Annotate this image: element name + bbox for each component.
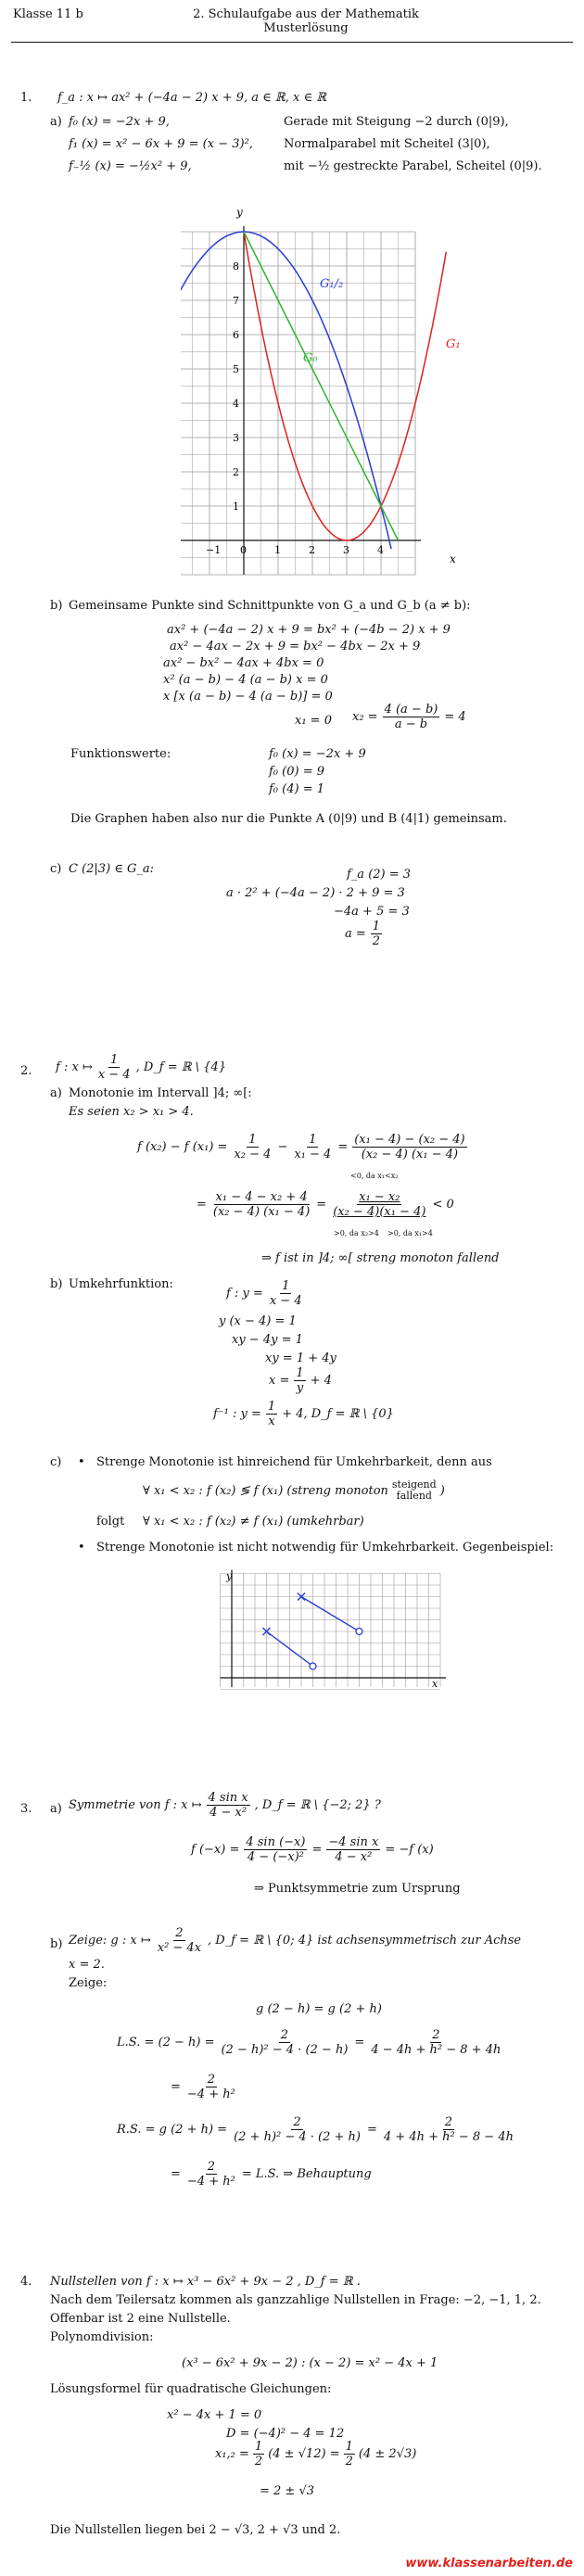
b-x-rhs: + 4 [310,1374,332,1388]
task4-q2: D = (−4)² − 4 = 12 [226,2427,345,2441]
ls-f1-den: (2 − h)² − 4 · (2 − h) [221,2043,349,2057]
task4-q4: = 2 ± √3 [260,2484,315,2498]
task2-b-line-3: xy = 1 + 4y [265,1351,336,1365]
task1-a-formula-2: f₁ (x) = x² − 6x + 9 = (x − 3)², [69,137,253,151]
t3a-eq-equals: = [311,1843,323,1857]
b-x-lhs: x = [269,1374,290,1388]
task2-definition [56,1053,226,1082]
rs2-equals: = [171,2167,181,2181]
bullet-1: • [78,1455,85,1469]
eq2-den-b: (x₁ − 4) [379,1205,426,1219]
task1-fw-2: f₀ (0) = 9 [269,765,324,779]
task2-part-a-label: a) [50,1086,62,1100]
task3-b-intro [69,1926,521,1955]
q3-end: (4 ± 2√3) [358,2447,417,2461]
y-tick-label: 7 [233,295,239,307]
ls-f2-num: 2 [432,2028,440,2042]
task1-function-graph [181,199,470,579]
t3a-eq-frac-1 [244,1835,307,1864]
graph2-axes [221,1570,447,1688]
task1-b-line-3: ax² − bx² − 4ax + 4bx = 0 [163,656,324,670]
rs2-frac [185,2160,237,2189]
x-tick-label: 0 [240,544,247,556]
task1-c-line-1: f_a (2) = 3 [347,868,412,882]
task3-b-rs-2 [171,2160,372,2189]
b-x-num: 1 [296,1366,304,1380]
task1-b-conclusion: Die Graphen haben also nur die Punkte A (0|9) und B (4|1) gemeinsam. [70,812,507,826]
c-a-numerator: 1 [372,920,381,933]
rs-f1-num: 2 [293,2115,301,2129]
task2-a-title: Monotonie im Intervall ]4; ∞[: [69,1086,252,1100]
task3-b-rs [117,2115,515,2144]
task1-c-line-3: −4a + 5 = 3 [334,905,410,919]
task1-part-b-label: b) [50,599,63,613]
eq2-f2-num: x₁ − x₂ [359,1190,400,1204]
ls-f2-den: 4 − 4h + h² − 8 + 4h [371,2043,501,2057]
task4-line-3: Offenbar ist 2 eine Nullstelle. [50,2312,231,2326]
eq1-frac-3 [352,1133,466,1161]
ls2-num: 2 [207,2073,215,2087]
task3-part-b-label: b) [50,1937,63,1951]
segment-1-open-end [310,1663,316,1669]
eq2-equals: = [197,1198,207,1212]
rs-equals: = [367,2123,377,2137]
c-line1-stack [392,1479,437,1502]
task2-number: 2. [20,1064,32,1078]
rs-f1-den: (2 + h)² − 4 · (2 + h) [234,2130,362,2144]
task1-b-x1: x₁ = 0 [295,714,332,728]
t3b-intro-text: Zeige: g : x ↦ [69,1934,151,1948]
x-tick-label: 3 [343,544,349,556]
t3a-eq-rhs: = −f (x) [385,1843,434,1857]
eq1-f3-num: (x₁ − 4) − (x₂ − 4) [354,1133,465,1147]
header-divider [11,42,573,43]
t3a-def-num: 4 sin x [208,1791,248,1805]
task2-c-line-1 [143,1479,445,1502]
task3-a-equation [191,1835,434,1864]
task1-c-line-2: a · 2² + (−4a − 2) · 2 + 9 = 3 [226,886,405,900]
x-tick-label: −1 [206,544,222,556]
b-inv-den: x [268,1415,275,1428]
graph2-y-label: y [226,1570,233,1582]
rs-f2-den: 4 + 4h + h² − 8 − 4h [383,2130,514,2144]
eq1-frac-1 [232,1133,273,1161]
task4-q1: x² − 4x + 1 = 0 [167,2408,262,2422]
task1-fw-1: f₀ (x) = −2x + 9 [269,747,366,761]
task2-b-x [269,1366,332,1395]
graph-tick-labels [206,260,384,556]
document-title [176,7,436,35]
task1-b-line-2: ax² − 4ax − 2x + 9 = bx² − 4bx − 2x + 9 [170,640,421,654]
y-tick-label: 4 [233,398,239,410]
graph-grid [181,232,415,575]
ls-f1-num: 2 [280,2028,289,2042]
task2-c-bullet-1: Strenge Monotonie ist hinreichend für Umkehrbarkeit, denn aus [96,1455,492,1469]
task1-a-desc-3: mit −½ gestreckte Parabel, Scheitel (0|9). [284,159,542,173]
task4-division: (x³ − 6x² + 9x − 2) : (x − 2) = x² − 4x + 1 [182,2356,438,2370]
eq1-f1-num: 1 [248,1133,257,1147]
t3a-def-den: 4 − x² [209,1806,248,1820]
task1-a-formula-1: f₀ (x) = −2x + 9, [69,115,170,129]
q3-mid: (4 ± √12) = [268,2447,340,2461]
task1-b-x2 [352,703,466,731]
task2-note-left: >0, da x₂>4 [334,1229,379,1237]
task1-b-line-1: ax² + (−4a − 2) x + 9 = bx² + (−4b − 2) x + 9 [167,623,451,637]
q3-f1-num: 1 [254,2440,263,2454]
x-tick-label: 2 [309,544,315,556]
t3a-eq-lhs: f (−x) = [191,1843,240,1857]
rs-frac-2 [382,2115,515,2144]
b-inv-fraction [266,1400,277,1428]
class-label: Klasse 11 b [13,7,83,21]
rs2-rhs: = L.S. ⇒ Behauptung [241,2167,372,2181]
t3b-def-num: 2 [175,1926,184,1940]
task4-q3 [215,2440,416,2468]
t3a-def-fraction [207,1791,250,1820]
q3-frac-1 [253,2440,264,2468]
task1-a-desc-1: Gerade mit Steigung −2 durch (0|9), [284,115,509,129]
task2-c-line-2: ∀ x₁ < x₂ : f (x₂) ≠ f (x₁) (umkehrbar) [143,1515,364,1529]
task1-c-intro: C (2|3) ∈ G_a: [69,862,155,876]
graph2-x-label: x [432,1678,438,1690]
rs2-num: 2 [207,2160,215,2174]
x-tick-label: 1 [274,544,281,556]
task1-a-formula-3: f₋½ (x) = −½x² + 9, [69,159,192,173]
t3b-def-domain: , D_f = ℝ \ {0; 4} ist achsensymmetrisch zur Achse [208,1934,522,1948]
task2-def-den: x − 4 [97,1068,131,1082]
task2-b-line-1: y (x − 4) = 1 [219,1314,297,1328]
rs-frac-1 [232,2115,362,2144]
q3-f2-den: 2 [345,2455,353,2468]
task2-counterexample-graph [211,1568,449,1693]
task1-part-a-label: a) [50,115,62,129]
t3a-intro-text: Symmetrie von f : x ↦ [69,1798,202,1812]
eq2-f2-den [331,1205,427,1219]
task2-a-assume: Es seien x₂ > x₁ > 4. [69,1105,194,1119]
task1-definition: f_a : x ↦ ax² + (−4a − 2) x + 9, a ∈ ℝ, x ∈ ℝ [57,91,327,105]
b-inv-lhs: f⁻¹ : y = [213,1407,261,1421]
task3-b-ls-2 [171,2073,237,2101]
task2-part-b-label: b) [50,1277,63,1291]
eq1-f2-den: x₁ − 4 [294,1148,332,1161]
q3-f1-den: 2 [254,2455,263,2468]
t3a-f2-den: 4 − x² [335,1850,373,1864]
ls-equals: = [354,2036,365,2049]
t3a-f1-num: 4 sin (−x) [246,1835,306,1849]
task2-a-result: ⇒ f ist in ]4; ∞[ streng monoton fallend [261,1251,500,1265]
q3-f2-num: 1 [345,2440,353,2454]
task1-fw-label: Funktionswerte: [70,747,171,761]
task1-a-desc-2: Normalparabel mit Scheitel (3|0), [284,137,490,151]
rs2-den: −4 + h² [186,2175,235,2189]
task2-def-domain: , D_f = ℝ \ {4} [135,1060,226,1074]
t3a-eq-frac-2 [326,1835,380,1864]
ls-lhs: L.S. = (2 − h) = [117,2036,215,2049]
eq1-f3-den: (x₂ − 4) (x₁ − 4) [361,1148,459,1161]
task3-b-goal: g (2 − h) = g (2 + h) [256,2002,382,2016]
task2-b-inverse [213,1400,394,1428]
ls2-den: −4 + h² [186,2087,235,2101]
x2-lhs: x₂ = [352,710,378,724]
task2-part-c-label: c) [50,1455,62,1469]
task1-c-result [345,920,382,948]
task3-b-ls [117,2028,502,2057]
title-line-1: 2. Schulaufgabe aus der Mathematik [193,7,419,21]
task2-c-bullet-2: Strenge Monotonie ist nicht notwendig für Umkehrbarkeit. Gegenbeispiel: [96,1541,554,1554]
t3a-f2-num: −4 sin x [328,1835,379,1849]
t3a-def-domain: , D_f = ℝ \ {−2; 2} ? [254,1798,381,1812]
b-f-den: x − 4 [269,1294,302,1308]
c-line1-end: ) [439,1483,445,1498]
task2-note-top: <0, da x₁<x₂ [350,1172,399,1180]
x2-denominator: a − b [394,717,428,731]
task2-def-lhs: f : x ↦ [56,1060,93,1074]
eq2-frac-2 [331,1190,427,1219]
b-inv-rhs: + 4, D_f = ℝ \ {0} [282,1407,394,1421]
t3b-def-fraction [156,1926,203,1955]
task1-number: 1. [20,91,32,105]
task2-def-fraction [96,1053,133,1082]
task3-b-intro-line-2: x = 2. [69,1958,105,1972]
task3-number: 3. [20,1802,32,1816]
title-line-2: Musterlösung [263,21,349,35]
c-a-fraction [371,920,382,948]
eq2-frac-1 [211,1190,311,1219]
t3a-f1-den: 4 − (−x)² [247,1850,304,1864]
graph2-grid [221,1574,441,1690]
b-f-num: 1 [282,1279,290,1293]
task1-part-c-label: c) [50,862,62,876]
task1-b-line-5: x [x (a − b) − 4 (a − b)] = 0 [163,690,333,704]
task1-b-intro: Gemeinsame Punkte sind Schnittpunkte von G_a und G_b (a ≠ b): [69,599,471,613]
eq2-equals-2: = [316,1198,327,1212]
task4-result: Die Nullstellen liegen bei 2 − √3, 2 + √3 und 2. [50,2523,341,2537]
task2-b-function [226,1279,304,1308]
task1-b-line-4: x² (a − b) − 4 (a − b) x = 0 [163,673,328,687]
c-stack-bot: fallend [396,1490,432,1502]
y-tick-label: 6 [233,329,239,341]
c-line1-text: ∀ x₁ < x₂ : f (x₂) ≶ f (x₁) (streng monoton [143,1483,388,1498]
y-tick-label: 5 [233,363,239,375]
graph-label-g0: G₀ [303,351,318,365]
task4-formula-label: Lösungsformel für quadratische Gleichungen: [50,2382,332,2396]
b-f-lhs: f : y = [226,1287,263,1301]
ls-frac-2 [369,2028,502,2057]
b-f-fraction [268,1279,304,1308]
x2-fraction [383,703,440,731]
task2-a-eq-1 [137,1133,467,1161]
task3-a-intro [69,1791,381,1820]
rs-f2-num: 2 [444,2115,453,2129]
x2-rhs: = 4 [444,710,466,724]
eq1-frac-2 [292,1133,333,1161]
task2-b-title: Umkehrfunktion: [69,1277,173,1291]
b-x-den: y [296,1381,304,1395]
eq2-f1-den: (x₂ − 4) (x₁ − 4) [212,1205,311,1219]
eq2-f1-num: x₁ − 4 − x₂ + 4 [215,1190,308,1204]
segment-2 [301,1597,360,1632]
q3-lhs: x₁,₂ = [215,2447,249,2461]
task4-line-2: Nach dem Teilersatz kommen als ganzzahlige Nullstellen in Frage: −2, −1, 1, 2. [50,2293,541,2307]
task1-fw-3: f₀ (4) = 1 [269,782,324,796]
task2-note-right: >0, da x₁>4 [387,1229,433,1237]
graph-x-axis-label: x [450,552,456,565]
ls2-frac [185,2073,237,2101]
task3-b-zeige: Zeige: [69,1976,108,1990]
eq1-minus: − [277,1140,288,1154]
c-stack-top: steigend [391,1478,437,1491]
task2-b-line-2: xy − 4y = 1 [232,1333,303,1347]
graph-curve-g-half [181,232,391,549]
t3b-def-den: x² − 4x [157,1941,202,1955]
b-inv-num: 1 [267,1400,276,1414]
bullet-2: • [78,1541,85,1554]
task4-line-4: Polynomdivision: [50,2330,154,2344]
y-tick-label: 3 [233,432,239,444]
q3-frac-2 [344,2440,355,2468]
c-a-lhs: a = [345,927,366,941]
x-tick-label: 4 [377,544,384,556]
task2-c-folgt: folgt [96,1515,125,1529]
eq1-f2-num: 1 [309,1133,317,1147]
eq1-equals: = [337,1140,349,1154]
y-tick-label: 8 [233,260,239,273]
task2-a-eq-2 [197,1190,454,1219]
task2-def-num: 1 [110,1053,119,1067]
x2-numerator: 4 (a − b) [384,703,438,717]
task3-a-result: ⇒ Punktsymmetrie zum Ursprung [254,1882,461,1896]
ls-frac-1 [219,2028,349,2057]
task4-intro: Nullstellen von f : x ↦ x³ − 6x² + 9x − 2 , D_f = ℝ . [50,2275,361,2289]
eq1-lhs: f (x₂) − f (x₁) = [137,1140,228,1154]
graph-label-g1: G₁ [446,337,461,351]
eq2-rhs: < 0 [432,1198,454,1212]
watermark-link[interactable]: www.klassenarbeiten.de [405,2557,573,2570]
c-a-denominator: 2 [372,934,381,948]
eq1-f1-den: x₂ − 4 [234,1148,272,1161]
ls2-equals: = [171,2080,181,2094]
eq2-den-a: (x₂ − 4) [333,1205,380,1219]
graph-y-axis-label: y [236,206,243,219]
graph-label-g-half: G₁/₂ [320,277,344,291]
rs-lhs: R.S. = g (2 + h) = [117,2123,228,2137]
b-x-fraction [294,1366,305,1395]
y-tick-label: 1 [233,501,239,513]
segment-2-open-end [356,1629,362,1635]
task4-number: 4. [20,2275,32,2289]
y-tick-label: 2 [233,466,239,478]
task3-part-a-label: a) [50,1802,62,1816]
